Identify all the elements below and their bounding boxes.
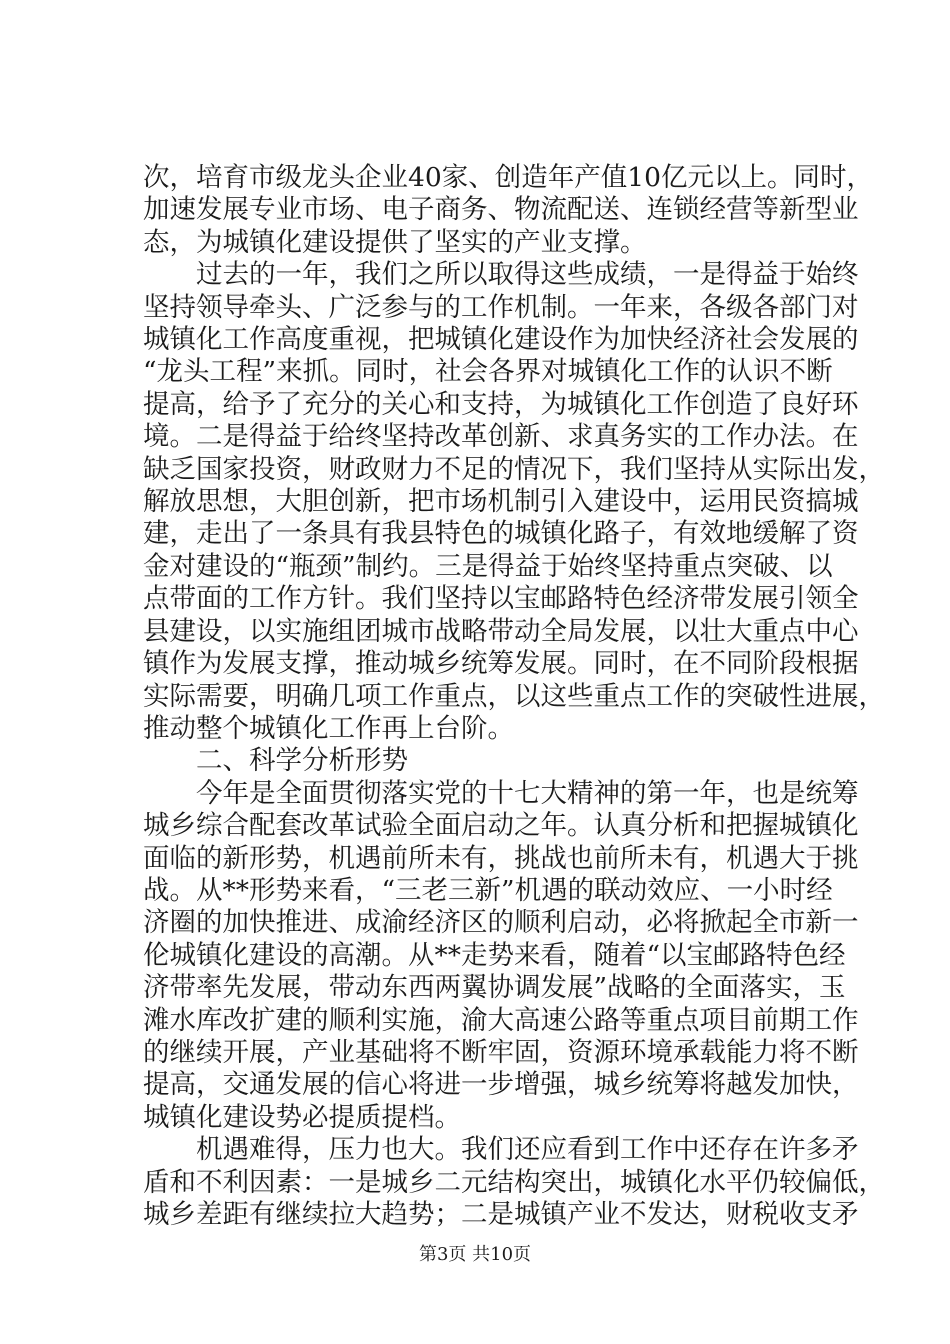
- text-line: 城镇化建设势必提质提档。: [143, 1101, 461, 1133]
- page-footer: 第3页 共10页: [418, 1244, 532, 1265]
- text-line: 建，走出了一条具有我县特色的城镇化路子，有效地缓解了资: [143, 518, 859, 550]
- text-line: 县建设，以实施组团城市战略带动全局发展，以壮大重点中心: [143, 615, 859, 647]
- text-line: 实际需要，明确几项工作重点，以这些重点工作的突破性进展，: [143, 680, 885, 712]
- text-line: “龙头工程”来抓。同时，社会各界对城镇化工作的认识不断: [143, 356, 833, 388]
- text-line: 提高，交通发展的信心将进一步增强，城乡统筹将越发加快，: [143, 1069, 859, 1101]
- text-line: 伦城镇化建设的高潮。从**走势来看，随着“以宝邮路特色经: [143, 939, 846, 971]
- text-line: 今年是全面贯彻落实党的十七大精神的第一年，也是统筹: [143, 777, 859, 809]
- text-line: 解放思想，大胆创新，把市场机制引入建设中，运用民资搞城: [143, 486, 859, 518]
- text-line: 滩水库改扩建的顺利实施，渝大高速公路等重点项目前期工作: [143, 1004, 859, 1036]
- text-line: 境。二是得益于给终坚持改革创新、求真务实的工作办法。在: [143, 421, 859, 453]
- text-line: 过去的一年，我们之所以取得这些成绩，一是得益于始终: [143, 259, 859, 291]
- text-line: 坚持领导牵头、广泛参与的工作机制。一年来，各级各部门对: [143, 291, 859, 323]
- text-line: 战。从**形势来看，“三老三新”机遇的联动效应、一小时经: [143, 874, 833, 906]
- text-line: 推动整个城镇化工作再上台阶。: [143, 712, 514, 744]
- text-line: 城乡综合配套改革试验全面启动之年。认真分析和把握城镇化: [143, 810, 859, 842]
- text-line: 加速发展专业市场、电子商务、物流配送、连锁经营等新型业: [143, 194, 859, 226]
- text-line: 面临的新形势，机遇前所未有，挑战也前所未有，机遇大于挑: [143, 842, 859, 874]
- text-line: 提高，给予了充分的关心和支持，为城镇化工作创造了良好环: [143, 388, 859, 420]
- text-line: 城乡差距有继续拉大趋势；二是城镇产业不发达，财税收支矛: [143, 1199, 859, 1230]
- text-line: 点带面的工作方针。我们坚持以宝邮路特色经济带发展引领全: [143, 583, 859, 615]
- text-line: 盾和不利因素：一是城乡二元结构突出，城镇化水平仍较偏低，: [143, 1166, 885, 1198]
- body-text: [143, 162, 885, 1231]
- text-line: 机遇难得，压力也大。我们还应看到工作中还存在许多矛: [143, 1134, 859, 1166]
- text-line: 济圈的加快推进、成渝经济区的顺利启动，必将掀起全市新一: [143, 907, 859, 939]
- text-line: 济带率先发展，带动东西两翼协调发展”战略的全面落实，玉: [143, 972, 846, 1004]
- text-line: 镇作为发展支撑，推动城乡统筹发展。同时，在不同阶段根据: [143, 648, 859, 680]
- section-heading: 二、科学分析形势: [143, 745, 408, 777]
- text-line: 缺乏国家投资，财政财力不足的情况下，我们坚持从实际出发，: [143, 453, 885, 485]
- text-line: 态，为城镇化建设提供了坚实的产业支撑。: [143, 226, 647, 258]
- text-line: 次，培育市级龙头企业40家、创造年产值10亿元以上。同时，: [143, 162, 873, 193]
- text-line: 城镇化工作高度重视，把城镇化建设作为加快经济社会发展的: [143, 324, 859, 356]
- text-line: 金对建设的“瓶颈”制约。三是得益于始终坚持重点突破、以: [143, 550, 833, 582]
- text-line: 的继续开展，产业基础将不断牢固，资源环境承载能力将不断: [143, 1036, 859, 1068]
